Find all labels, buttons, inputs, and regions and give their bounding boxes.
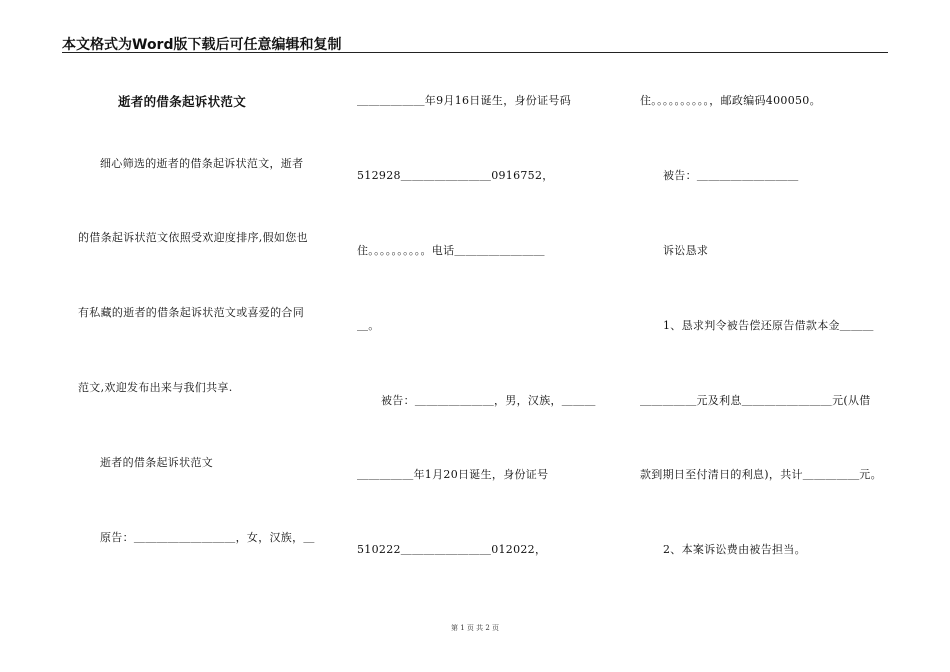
defendant-line: 被告：＿＿＿＿＿＿＿，男，汉族，＿＿＿ — [381, 394, 596, 407]
intro-line-2: 的借条起诉状范文依照受欢迎度排序,假如您也 — [78, 231, 308, 244]
col2-line-3: 住。。。。。。。。。。电话＿＿＿＿＿＿＿＿ — [357, 244, 545, 257]
intro-line-1: 细心筛选的逝者的借条起诉状范文，逝者 — [100, 157, 304, 170]
claims-heading: 诉讼恳求 — [663, 244, 709, 257]
section-subtitle: 逝者的借条起诉状范文 — [100, 456, 213, 469]
intro-line-3: 有私藏的逝者的借条起诉状范文或喜爱的合同 — [78, 306, 304, 319]
header-rule — [62, 52, 888, 53]
page-number: 第 1 页 共 2 页 — [450, 624, 500, 632]
col2-line-2: 512928＿＿＿＿＿＿＿＿0916752， — [357, 169, 554, 182]
plaintiff-line: 原告：＿＿＿＿＿＿＿＿＿，女，汉族，＿ — [100, 531, 315, 544]
document-title: 逝者的借条起诉状范文 — [118, 94, 247, 109]
col2-line-6: ＿＿＿＿＿年1月20日诞生，身份证号 — [357, 468, 549, 481]
col2-line-1: ＿＿＿＿＿＿年9月16日诞生，身份证号码 — [357, 94, 571, 107]
col3-line-1: 住。。。。。。。。。。，邮政编码400050。 — [640, 94, 821, 107]
claim-1-line-1: 1、恳求判令被告偿还原告借款本金＿＿＿ — [663, 319, 874, 332]
col2-line-4: ＿。 — [357, 319, 380, 332]
claim-1-line-3: 款到期日至付清日的利息)，共计＿＿＿＿＿元。 — [640, 468, 882, 481]
claim-1-line-2: ＿＿＿＿＿元及利息＿＿＿＿＿＿＿＿元(从借 — [640, 394, 871, 407]
claim-2-line: 2、本案诉讼费由被告担当。 — [663, 543, 806, 556]
document-header: 本文格式为Word版下载后可任意编辑和复制 — [62, 37, 342, 53]
defendant-2-line: 被告：＿＿＿＿＿＿＿＿＿ — [663, 169, 799, 182]
col2-line-7: 510222＿＿＿＿＿＿＿＿012022， — [357, 543, 547, 556]
intro-line-4: 范文,欢迎发布出来与我们共享. — [78, 381, 233, 394]
